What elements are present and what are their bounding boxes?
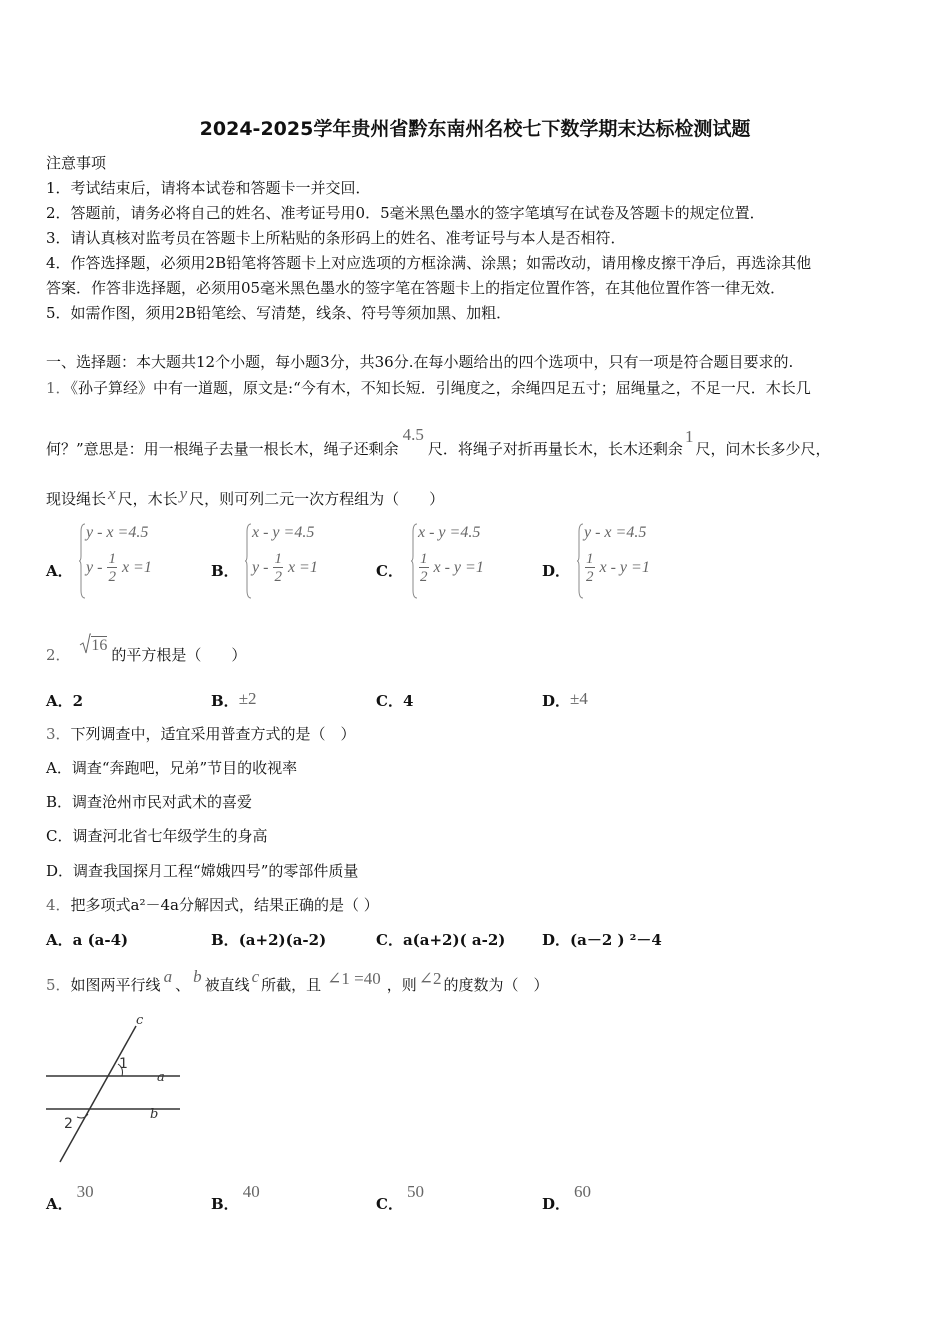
notice-item: 4．作答选择题，必须用2B铅笔将答题卡上对应选项的方框涂满、涂黑；如需改动，请用橡皮擦干净后，再选涂其他 xyxy=(46,254,812,272)
q5-option-b[interactable] xyxy=(211,1181,260,1213)
q5-text: 被直线 xyxy=(204,976,250,994)
q1-option-d-system[interactable] xyxy=(576,522,686,600)
option-label: A． xyxy=(46,692,73,710)
brace-icon xyxy=(78,522,86,600)
parallel-lines-figure xyxy=(40,1010,180,1170)
figure-label-2: 2 xyxy=(64,1116,73,1132)
q1-line3 xyxy=(46,484,445,509)
equation-part: x - y =1 xyxy=(433,559,484,577)
q1-option-b-label[interactable]: B． xyxy=(211,562,239,580)
sqrt-radicand: 16 xyxy=(91,637,108,654)
angle-2-expression: ∠2 xyxy=(418,969,442,988)
q3-option-c[interactable]: C．调查河北省七年级学生的身高 xyxy=(46,827,268,845)
q1-line2 xyxy=(46,425,831,459)
q5-text: ，则 xyxy=(386,976,417,994)
q5-line xyxy=(46,967,549,995)
q1-line1 xyxy=(46,377,811,398)
option-label: A． xyxy=(46,1195,73,1213)
fraction-half xyxy=(419,552,429,585)
section-heading: 一、选择题：本大题共12个小题，每小题3分，共36分.在每小题给出的四个选项中，只有一项是符合题目要求的. xyxy=(46,353,794,371)
fraction-numerator: 1 xyxy=(420,551,428,567)
q5-option-d[interactable] xyxy=(542,1181,592,1213)
option-value: a(a+2)( a-2) xyxy=(402,931,506,949)
var-a: a xyxy=(163,967,173,986)
q4-text: 把多项式a²－4a分解因式，结果正确的是（ ） xyxy=(70,896,379,914)
q1-value-1: 1 xyxy=(684,427,694,446)
q2-option-d[interactable] xyxy=(542,690,588,711)
q5-text: 如图两平行线 xyxy=(70,976,161,994)
option-value: ±4 xyxy=(570,689,588,708)
q1-text: 尺，则可列二元一次方程组为（ ） xyxy=(189,490,445,508)
q1-option-a-label[interactable]: A． xyxy=(46,562,73,580)
option-value: (a－2 ) ²－4 xyxy=(570,931,662,949)
q2-option-c[interactable] xyxy=(376,690,413,711)
option-value: 40 xyxy=(242,1182,260,1201)
fraction-numerator: 1 xyxy=(274,551,282,567)
q4-option-a[interactable] xyxy=(46,929,128,950)
question-number: 5． xyxy=(46,976,71,994)
q2-line xyxy=(46,637,247,665)
q5-option-c[interactable] xyxy=(376,1181,424,1213)
figure-label-b: b xyxy=(150,1107,159,1122)
q5-text: 的度数为（ ） xyxy=(443,976,549,994)
q5-option-a[interactable] xyxy=(46,1181,94,1213)
brace-icon xyxy=(244,522,252,600)
line-c xyxy=(60,1026,136,1162)
option-label: C． xyxy=(376,1195,403,1213)
q4-line xyxy=(46,894,379,915)
option-value: 2 xyxy=(72,692,84,710)
fraction-denominator: 2 xyxy=(420,569,428,585)
q3-option-d[interactable]: D．调查我国探月工程“嫦娥四号”的零部件质量 xyxy=(46,862,359,880)
q3-option-b[interactable]: B．调查沧州市民对武术的喜爱 xyxy=(46,793,253,811)
option-value: (a+2)(a-2) xyxy=(238,931,327,949)
fraction-denominator: 2 xyxy=(586,569,594,585)
notice-heading: 注意事项 xyxy=(46,154,107,172)
option-value: a (a-4) xyxy=(72,931,129,949)
option-value: 4 xyxy=(402,692,414,710)
option-label: D． xyxy=(542,1195,571,1213)
option-value: ±2 xyxy=(238,689,257,708)
q1-option-d-label[interactable]: D． xyxy=(542,562,571,580)
page-title: 2024-2025学年贵州省黔东南州名校七下数学期末达标检测试题 xyxy=(199,118,751,140)
option-label: D． xyxy=(542,692,571,710)
q1-option-c-label[interactable]: C． xyxy=(376,562,403,580)
q5-text: 所截，且 xyxy=(261,976,322,994)
q1-text: 何？”意思是：用一根绳子去量一根长木，绳子还剩余 xyxy=(46,440,399,458)
sqrt-icon xyxy=(79,633,91,655)
q3-text: 下列调查中，适宜采用普查方式的是（ ） xyxy=(70,725,356,743)
notice-item: 答案．作答非选择题，必须用05毫米黑色墨水的签字笔在答题卡上的指定位置作答，在其他位置作答一律无效． xyxy=(46,279,786,297)
option-value: 30 xyxy=(76,1182,94,1201)
q1-text: 尺．将绳子对折再量长木，长木还剩余 xyxy=(427,440,683,458)
notice-item: 2．答题前，请务必将自己的姓名、准考证号用0．5毫米黑色墨水的签字笔填写在试卷及答题卡的规定位置． xyxy=(46,204,765,222)
figure-label-c: c xyxy=(136,1013,144,1028)
figure-label-1: 1 xyxy=(119,1056,128,1072)
notice-item: 5．如需作图，须用2B铅笔绘、写清楚，线条、符号等须加黑、加粗． xyxy=(46,304,512,322)
fraction-half xyxy=(107,552,117,585)
q1-text: 现设绳长 xyxy=(46,490,107,508)
var-x: x xyxy=(108,484,116,503)
question-number: 4． xyxy=(46,896,71,914)
q2-option-b[interactable] xyxy=(211,690,257,711)
q1-text: 尺，问木长多少尺， xyxy=(695,440,831,458)
equation-part: x - y =1 xyxy=(599,559,650,577)
q1-option-b-system[interactable] xyxy=(244,522,354,600)
fraction-numerator: 1 xyxy=(586,551,594,567)
q2-option-a[interactable] xyxy=(46,690,83,711)
equation-row: x - y =4.5 xyxy=(252,524,315,541)
question-number: 3． xyxy=(46,725,71,743)
fraction-half xyxy=(585,552,595,585)
option-label: A． xyxy=(46,931,73,949)
notice-item: 3．请认真核对监考员在答题卡上所粘贴的条形码上的姓名、准考证号与本人是否相符． xyxy=(46,229,626,247)
option-label: B． xyxy=(211,1195,239,1213)
option-value: 50 xyxy=(406,1182,424,1201)
option-label: C． xyxy=(376,931,403,949)
q1-option-a-system[interactable] xyxy=(78,522,188,600)
brace-icon xyxy=(410,522,418,600)
equation-row: y - x =4.5 xyxy=(86,524,149,541)
q3-line xyxy=(46,723,356,744)
brace-icon xyxy=(576,522,584,600)
notice-item: 1．考试结束后，请将本试卷和答题卡一并交回． xyxy=(46,179,371,197)
equation-part: y - xyxy=(252,559,269,577)
fraction-denominator: 2 xyxy=(108,569,116,585)
var-c: c xyxy=(251,967,260,986)
q1-text: 《孙子算经》中有一道题，原文是:“今有木，不知长短．引绳度之，余绳四足五寸；屈绳量之，不足一尺．木长几 xyxy=(70,379,811,397)
q4-option-b[interactable] xyxy=(211,929,326,950)
equation-part: x =1 xyxy=(287,559,318,577)
option-label: C． xyxy=(376,692,403,710)
sqrt-expression xyxy=(79,633,107,655)
equation-row: x - y =4.5 xyxy=(418,524,481,541)
figure-label-a: a xyxy=(157,1070,165,1085)
q1-option-c-system[interactable] xyxy=(410,522,520,600)
q2-text: 的平方根是（ ） xyxy=(111,646,247,664)
q4-option-d[interactable] xyxy=(542,929,662,950)
q4-option-c[interactable] xyxy=(376,929,505,950)
angle-1-expression: ∠1 =40 xyxy=(327,969,381,988)
equation-part: y - xyxy=(86,559,103,577)
fraction-half xyxy=(273,552,283,585)
q1-value-4-5: 4.5 xyxy=(402,425,424,444)
question-number: 1． xyxy=(46,379,71,397)
fraction-denominator: 2 xyxy=(274,569,282,585)
var-b: b xyxy=(193,967,202,986)
q1-text: 尺，木长 xyxy=(117,490,178,508)
question-number: 2． xyxy=(46,646,71,664)
equation-row: y - x =4.5 xyxy=(584,524,647,541)
option-label: D． xyxy=(542,931,571,949)
option-label: B． xyxy=(211,692,239,710)
q3-option-a[interactable]: A．调查“奔跑吧，兄弟”节目的收视率 xyxy=(46,759,298,777)
fraction-numerator: 1 xyxy=(108,551,116,567)
option-label: B． xyxy=(211,931,239,949)
q5-text: 、 xyxy=(175,976,191,994)
equation-part: x =1 xyxy=(121,559,152,577)
option-value: 60 xyxy=(574,1182,592,1201)
var-y: y xyxy=(179,484,188,503)
